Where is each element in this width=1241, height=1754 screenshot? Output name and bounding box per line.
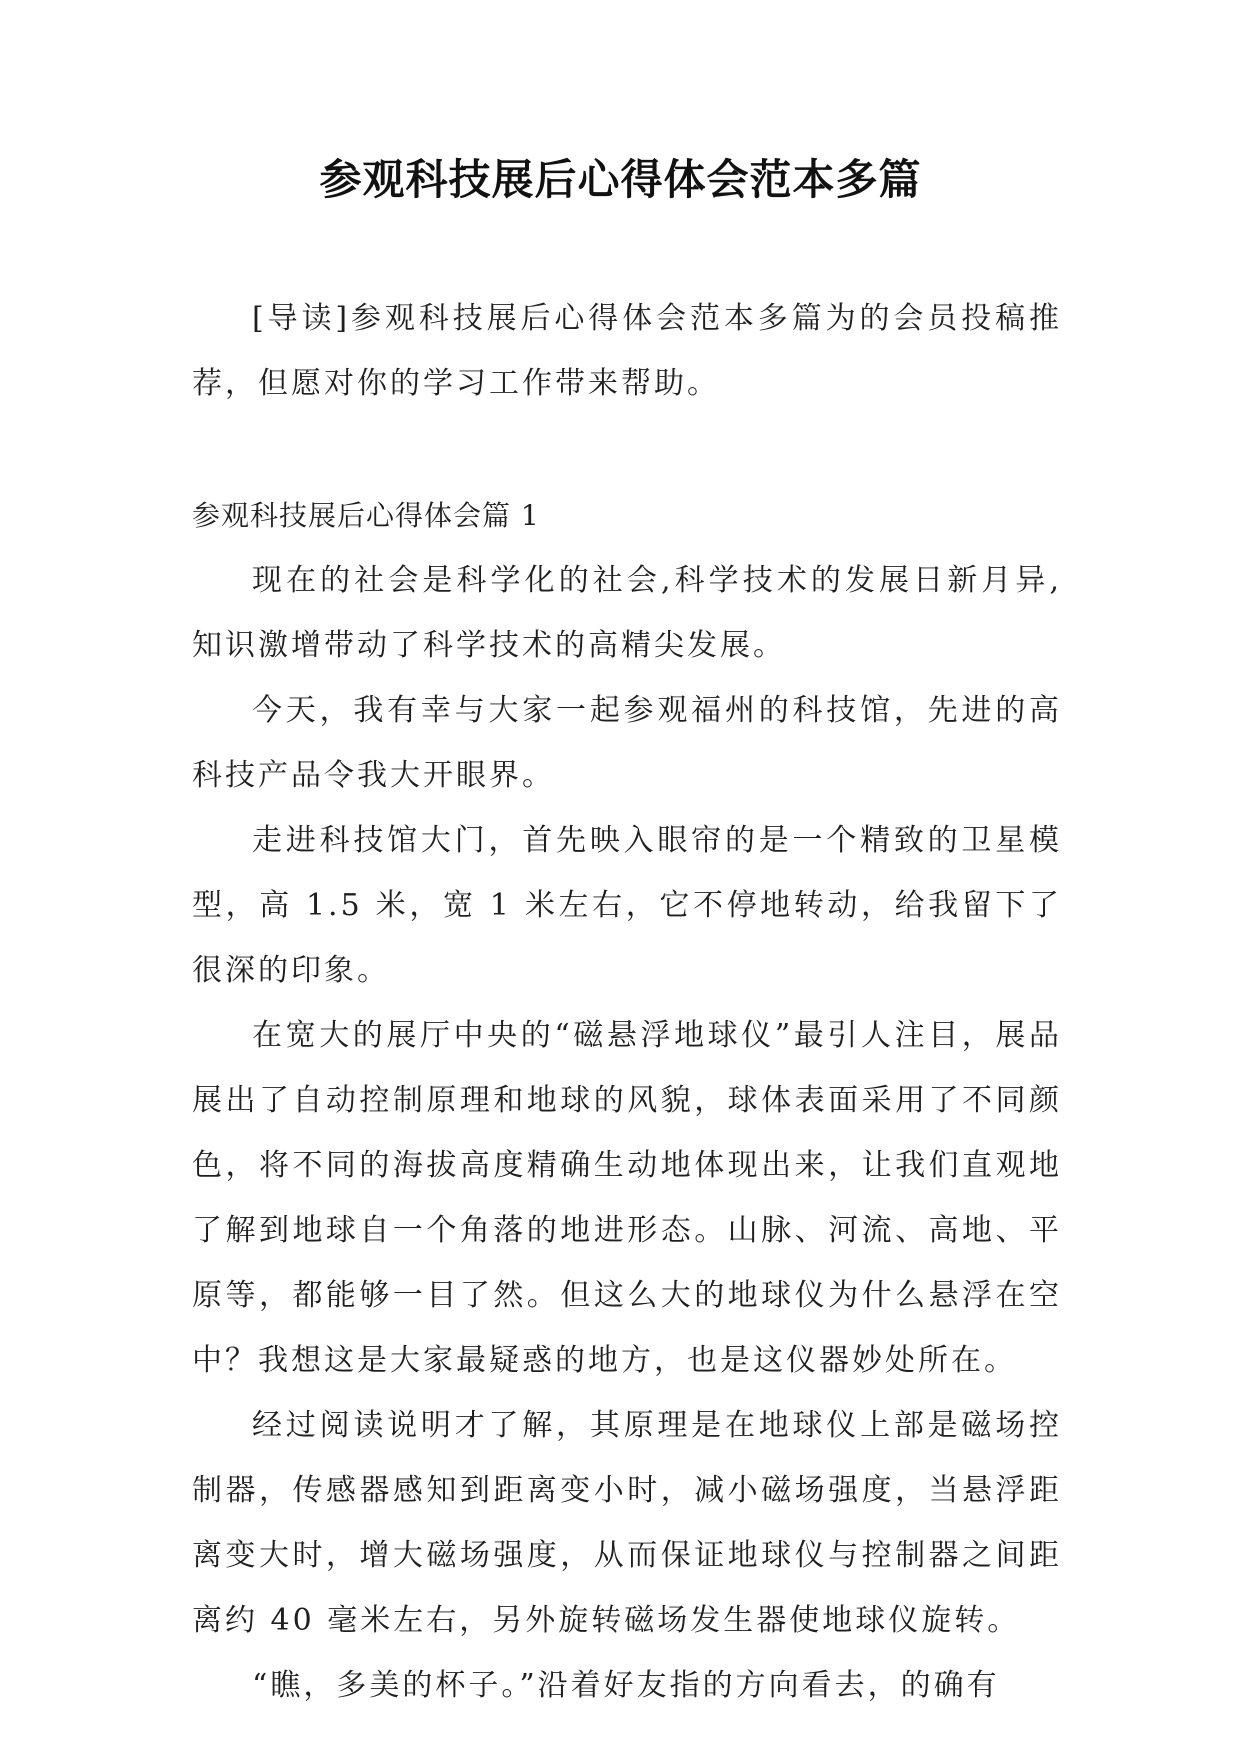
intro-paragraph: [导读]参观科技展后心得体会范本多篇为的会员投稿推荐，但愿对你的学习工作带来帮助。 (192, 301, 1062, 401)
body-paragraph-3: 走进科技馆大门，首先映入眼帘的是一个精致的卫星模型，高 1.5 米，宽 1 米左右，它不停地转动，给我留下了很深的印象。 (192, 823, 1062, 988)
body-paragraph-1: 现在的社会是科学化的社会,科学技术的发展日新月异,知识激增带动了科学技术的高精尖发展。 (192, 563, 1062, 663)
document-body (192, 286, 1062, 1718)
body-paragraph-5: 经过阅读说明才了解，其原理是在地球仪上部是磁场控制器，传感器感知到距离变小时，减小磁场强度，当悬浮距离变大时，增大磁场强度，从而保证地球仪与控制器之间距离约 40 毫米左右，另外旋转磁场发生器使地球仪旋转。 (192, 1408, 1062, 1638)
section-heading: 参观科技展后心得体会篇 1 (192, 499, 540, 532)
body-paragraph-2: 今天，我有幸与大家一起参观福州的科技馆，先进的高科技产品令我大开眼界。 (192, 693, 1062, 793)
body-paragraph-4: 在宽大的展厅中央的“磁悬浮地球仪”最引人注目，展品展出了自动控制原理和地球的风貌，球体表面采用了不同颜色，将不同的海拔高度精确生动地体现出来，让我们直观地了解到地球自一个角落的地进形态。山脉、河流、高地、平原等，都能够一目了然。但这么大的地球仪为什么悬浮在空中？我想这是大家最疑惑的地方，也是这仪器妙处所在。 (192, 1018, 1062, 1378)
document-title: 参观科技展后心得体会范本多篇 (319, 155, 922, 204)
body-paragraph-6: “瞧，多美的杯子。”沿着好友指的方向看去，的确有 (252, 1668, 1000, 1703)
